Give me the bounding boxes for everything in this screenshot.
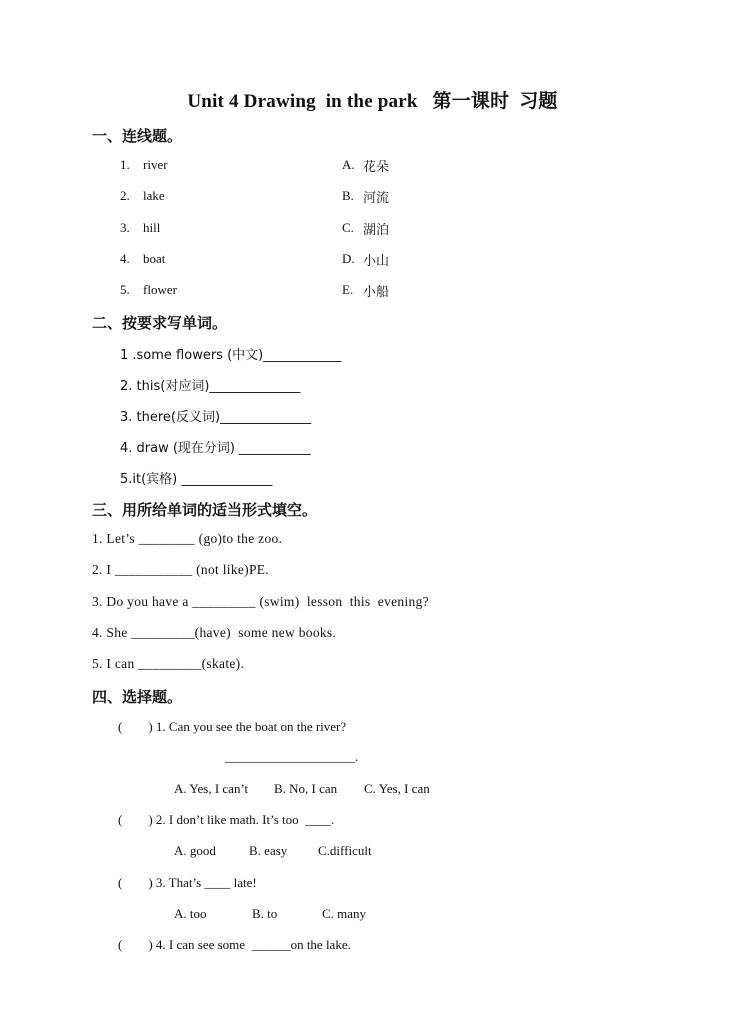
choice-option: B. No, I can	[274, 781, 338, 796]
choice-option: B. to	[252, 906, 278, 921]
choice-option: A. good	[174, 843, 216, 858]
chinese-word: 河流	[363, 191, 390, 206]
chinese-word: 花朵	[363, 160, 390, 175]
section3-heading: 三、用所给单词的适当形式填空。	[92, 501, 318, 519]
word-task-line: 1 .some flowers (中文)____________	[120, 348, 342, 363]
option-letter: E.	[342, 282, 354, 297]
item-number: 2.	[120, 188, 130, 203]
fill-blank-line: 2. I ___________ (not like)PE.	[92, 562, 269, 577]
chinese-word: 小船	[363, 285, 390, 300]
option-letter: D.	[342, 251, 355, 266]
english-word: flower	[143, 282, 177, 297]
choice-option: C. Yes, I can	[364, 781, 430, 796]
word-task-line: 5.it(宾格) ______________	[120, 472, 273, 487]
item-number: 5.	[120, 282, 130, 297]
chinese-word: 小山	[363, 254, 390, 269]
answer-blank: ____________________.	[225, 749, 359, 764]
item-number: 3.	[120, 220, 130, 235]
choice-option: A. Yes, I can’t	[174, 781, 249, 796]
option-letter: C.	[342, 220, 354, 235]
word-task-line: 2. this(对应词)______________	[120, 379, 301, 394]
choice-option: C. many	[322, 906, 367, 921]
fill-blank-line: 3. Do you have a _________ (swim) lesson this evening?	[92, 594, 429, 609]
option-letter: A.	[342, 157, 355, 172]
page-title: Unit 4 Drawing in the park 第一课时 习题	[187, 91, 558, 112]
word-task-line: 4. draw (现在分词) ___________	[120, 441, 311, 456]
english-word: boat	[143, 251, 166, 266]
item-number: 4.	[120, 251, 130, 266]
choice-option: C.difficult	[318, 843, 372, 858]
fill-blank-line: 1. Let’s ________ (go)to the zoo.	[92, 531, 283, 546]
section1-heading: 一、连线题。	[92, 127, 183, 145]
fill-blank-line: 5. I can _________(skate).	[92, 656, 245, 671]
choice-question: ( ) 3. That’s ____ late!	[118, 875, 257, 890]
choice-option: A. too	[174, 906, 207, 921]
english-word: lake	[143, 188, 165, 203]
section2-heading: 二、按要求写单词。	[92, 314, 228, 332]
item-number: 1.	[120, 157, 130, 172]
section4-heading: 四、选择题。	[92, 688, 183, 706]
fill-blank-line: 4. She _________(have) some new books.	[92, 625, 337, 640]
choice-option: B. easy	[249, 843, 288, 858]
english-word: hill	[143, 220, 161, 235]
choice-question: ( ) 4. I can see some ______on the lake.	[118, 937, 351, 952]
chinese-word: 湖泊	[363, 223, 390, 238]
option-letter: B.	[342, 188, 354, 203]
choice-question: ( ) 2. I don’t like math. It’s too ____.	[118, 812, 335, 827]
word-task-line: 3. there(反义词)______________	[120, 410, 312, 425]
choice-question: ( ) 1. Can you see the boat on the river?	[118, 719, 347, 734]
english-word: river	[143, 157, 168, 172]
